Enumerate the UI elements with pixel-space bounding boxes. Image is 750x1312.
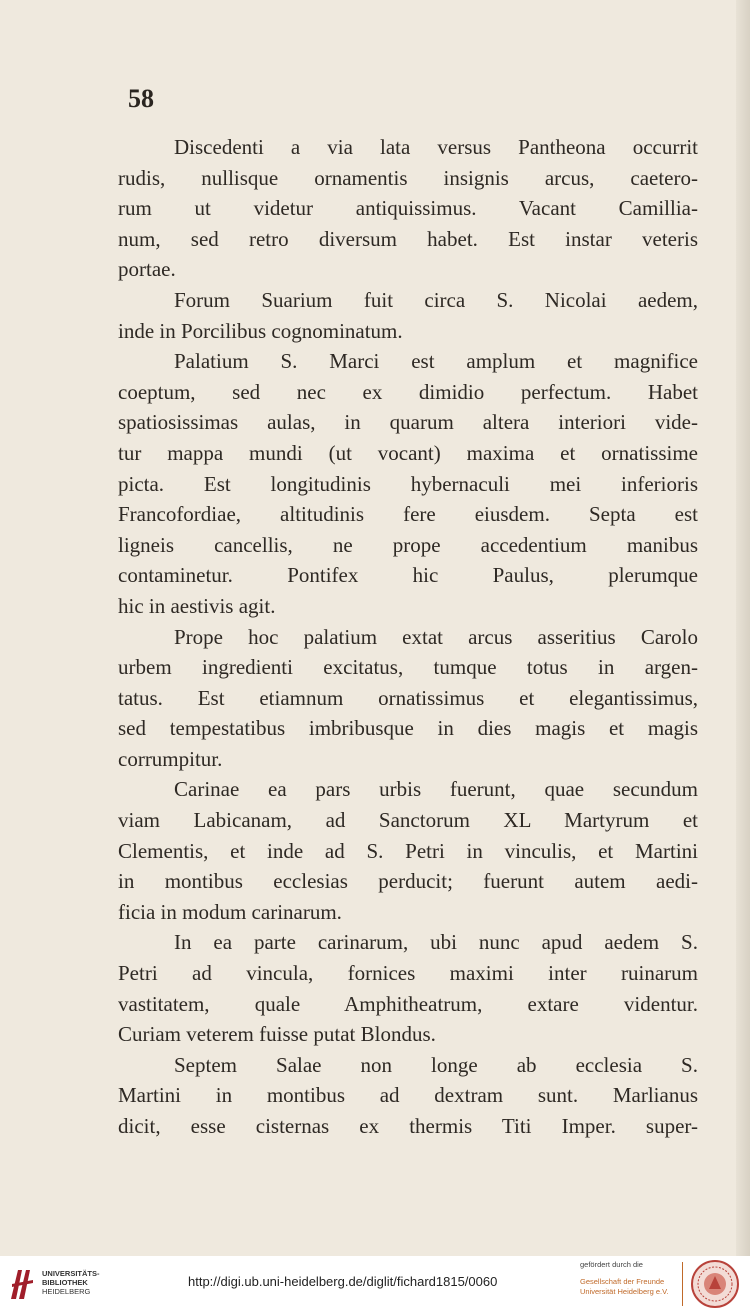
institution-line: HEIDELBERG: [42, 1287, 91, 1296]
sponsor-org-line[interactable]: Gesellschaft der Freunde: [580, 1277, 665, 1286]
text-line: hic in aestivis agit.: [118, 593, 276, 618]
text-line: coeptum, sed nec ex dimidio perfectum. Habet: [118, 379, 698, 404]
text-line: picta. Est longitudinis hybernaculi mei inferioris: [118, 471, 698, 496]
text-line: In ea parte carinarum, ubi nunc apud aedem S.: [174, 930, 698, 955]
body-text: [118, 132, 698, 1142]
text-line: Martini in montibus ad dextram sunt. Marlianus: [118, 1083, 698, 1108]
university-seal-icon: [690, 1259, 740, 1309]
text-line: ligneis cancellis, ne prope accedentium manibus: [118, 532, 698, 557]
page-edge: [736, 0, 750, 1256]
text-line: Discedenti a via lata versus Pantheona occurrit: [174, 135, 698, 159]
university-library-logo-icon[interactable]: [8, 1266, 36, 1302]
text-line: tatus. Est etiamnum ornatissimus et elegantissimus,: [118, 685, 698, 710]
text-line: sed tempestatibus imbribusque in dies magis et magis: [118, 716, 698, 741]
text-line: Septem Salae non longe ab ecclesia S.: [174, 1052, 698, 1077]
text-line: Clementis, et inde ad S. Petri in vinculis, et Martini: [118, 838, 698, 863]
text-line: urbem ingredienti excitatus, tumque totus in argen-: [118, 655, 698, 680]
text-line: Francofordiae, altitudinis fere eiusdem. Septa est: [118, 502, 698, 527]
text-line: Palatium S. Marci est amplum et magnifice: [174, 349, 698, 374]
permalink-url[interactable]: http://digi.ub.uni-heidelberg.de/diglit/fichard1815/0060: [188, 1274, 498, 1289]
text-line: Curiam veterem fuisse putat Blondus.: [118, 1022, 436, 1047]
sponsor-org-line[interactable]: Universität Heidelberg e.V.: [580, 1287, 669, 1296]
text-line: Petri ad vincula, fornices maximi inter ruinarum: [118, 961, 698, 986]
sponsor-credit: [580, 1260, 680, 1297]
text-line: corrumpitur.: [118, 746, 223, 771]
text-line: portae.: [118, 257, 176, 282]
text-line: ficia in modum carinarum.: [118, 899, 342, 924]
page-number: 58: [128, 84, 154, 113]
text-line: vastitatem, quale Amphitheatrum, extare videntur.: [118, 991, 698, 1016]
text-line: in montibus ecclesias perducit; fuerunt autem aedi-: [118, 869, 698, 894]
text-line: contaminetur. Pontifex hic Paulus, plerumque: [118, 563, 698, 588]
text-line: tur mappa mundi (ut vocant) maxima et ornatissime: [118, 440, 698, 465]
institution-line: UNIVERSITÄTS-: [42, 1269, 100, 1278]
text-line: num, sed retro diversum habet. Est instar veteris: [118, 226, 698, 251]
text-line: viam Labicanam, ad Sanctorum XL Martyrum et: [118, 808, 698, 833]
sponsor-label: gefördert durch die: [580, 1260, 643, 1269]
text-line: Forum Suarium fuit circa S. Nicolai aedem,: [174, 287, 698, 312]
text-line: Prope hoc palatium extat arcus asseritius Carolo: [174, 624, 698, 649]
text-line: spatiosissimas aulas, in quarum altera interiori vide-: [118, 410, 698, 435]
institution-name: [42, 1269, 100, 1296]
text-line: dicit, esse cisternas ex thermis Titi Imper. super-: [118, 1114, 698, 1138]
text-line: inde in Porcilibus cognominatum.: [118, 318, 403, 343]
divider: [682, 1262, 683, 1306]
text-line: rudis, nullisque ornamentis insignis arcus, caetero-: [118, 165, 698, 190]
institution-line: BIBLIOTHEK: [42, 1278, 88, 1287]
footer-bar: [0, 1256, 750, 1312]
text-line: rum ut videtur antiquissimus. Vacant Camillia-: [118, 196, 698, 221]
text-line: Carinae ea pars urbis fuerunt, quae secundum: [174, 777, 698, 802]
